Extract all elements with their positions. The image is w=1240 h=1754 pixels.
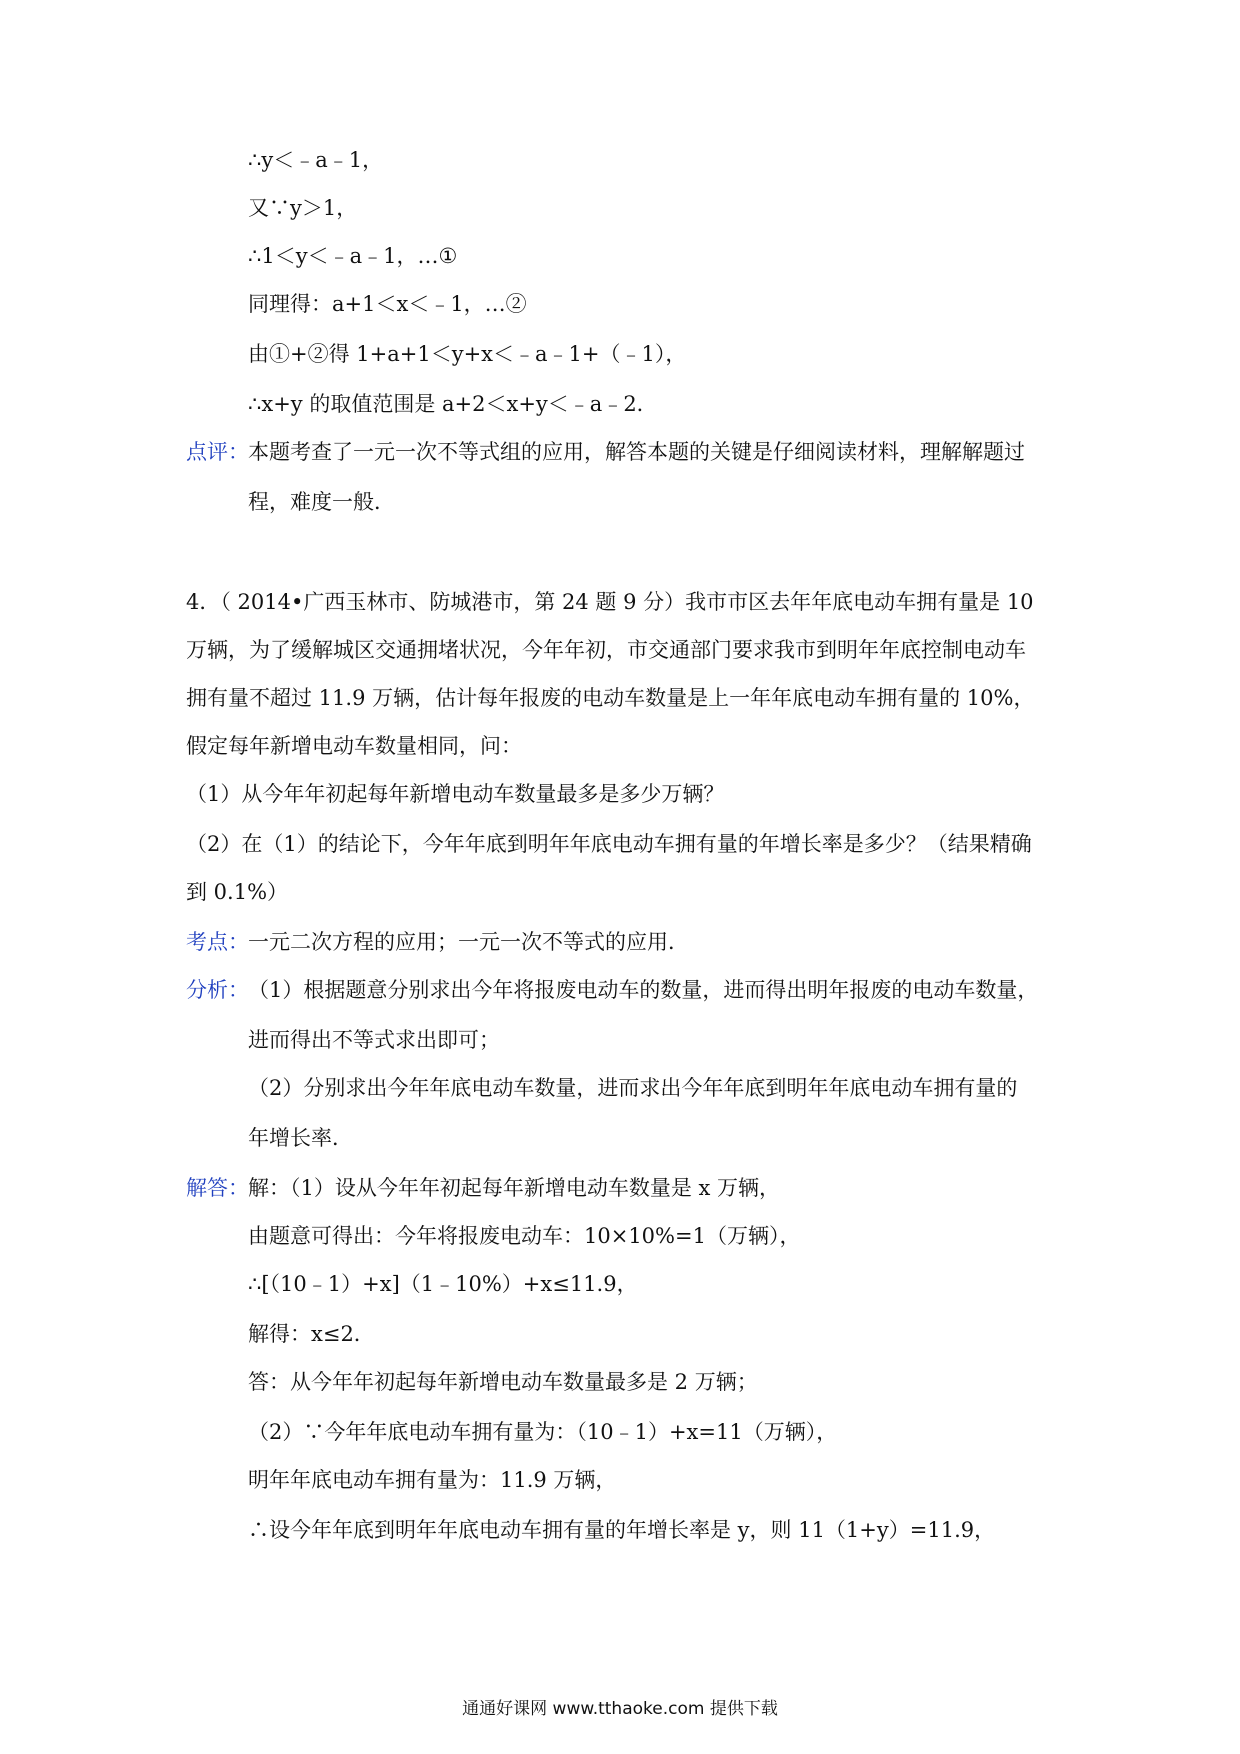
kaodian-text: 一元二次方程的应用；一元一次不等式的应用． bbox=[248, 930, 689, 954]
solution-line: ∴y＜﹣a﹣1， bbox=[248, 148, 384, 172]
question-line: 万辆，为了缓解城区交通拥堵状况，今年年初，市交通部门要求我市到明年年底控制电动车 bbox=[186, 638, 1026, 662]
fenxi-text: （2）分别求出今年年底电动车数量，进而求出今年年底到明年年底电动车拥有量的 bbox=[248, 1076, 1018, 1100]
jieda-text: 解：（1）设从今年年初起每年新增电动车数量是 x 万辆， bbox=[248, 1176, 781, 1200]
fenxi-label: 分析： bbox=[186, 978, 249, 1002]
jieda-text: 明年年底电动车拥有量为：11.9 万辆， bbox=[248, 1468, 617, 1492]
question-line: 拥有量不超过 11.9 万辆，估计每年报废的电动车数量是上一年年底电动车拥有量的 10%， bbox=[186, 686, 1035, 710]
fenxi-text: （1）根据题意分别求出今年将报废电动车的数量，进而得出明年报废的电动车数量， bbox=[248, 978, 1039, 1002]
comment-label: 点评： bbox=[186, 440, 249, 464]
jieda-text: ∴设今年年底到明年年底电动车拥有量的年增长率是 y，则 11（1+y）=11.9， bbox=[248, 1518, 996, 1542]
comment-text: 程，难度一般． bbox=[248, 490, 395, 514]
jieda-text: 答：从今年年初起每年新增电动车数量最多是 2 万辆； bbox=[248, 1370, 758, 1394]
question-line: （2）在（1）的结论下，今年年底到明年年底电动车拥有量的年增长率是多少？（结果精确 bbox=[186, 832, 1032, 856]
question-line: 假定每年新增电动车数量相同，问： bbox=[186, 734, 522, 758]
solution-line: ∴1＜y＜﹣a﹣1，…① bbox=[248, 244, 458, 268]
solution-line: ∴x+y 的取值范围是 a+2＜x+y＜﹣a﹣2． bbox=[248, 392, 658, 416]
jieda-label: 解答： bbox=[186, 1176, 249, 1200]
page-footer: 通通好课网 www.tthaoke.com 提供下载 bbox=[462, 1699, 778, 1719]
fenxi-text: 年增长率． bbox=[248, 1126, 353, 1150]
jieda-text: ∴[（10﹣1）+x]（1﹣10%）+x≤11.9， bbox=[248, 1272, 638, 1296]
jieda-text: 解得：x≤2． bbox=[248, 1322, 375, 1346]
fenxi-text: 进而得出不等式求出即可； bbox=[248, 1028, 500, 1052]
question-line: 到 0.1%） bbox=[186, 880, 289, 904]
solution-line: 由①+②得 1+a+1＜y+x＜﹣a﹣1+（﹣1）， bbox=[248, 342, 687, 366]
solution-line: 同理得：a+1＜x＜﹣1，…② bbox=[248, 292, 527, 316]
kaodian-label: 考点： bbox=[186, 930, 249, 954]
comment-text: 本题考查了一元一次不等式组的应用，解答本题的关键是仔细阅读材料，理解解题过 bbox=[248, 440, 1025, 464]
question-line: 4．（ 2014•广西玉林市、防城港市，第 24 题 9 分）我市市区去年年底电动车拥有量是 10 bbox=[186, 590, 1034, 614]
jieda-text: （2）∵今年年底电动车拥有量为：（10﹣1）+x=11（万辆）， bbox=[248, 1420, 838, 1444]
solution-line: 又∵y＞1， bbox=[248, 196, 358, 220]
question-line: （1）从今年年初起每年新增电动车数量最多是多少万辆？ bbox=[186, 782, 725, 806]
jieda-text: 由题意可得出：今年将报废电动车：10×10%=1（万辆）， bbox=[248, 1224, 801, 1248]
